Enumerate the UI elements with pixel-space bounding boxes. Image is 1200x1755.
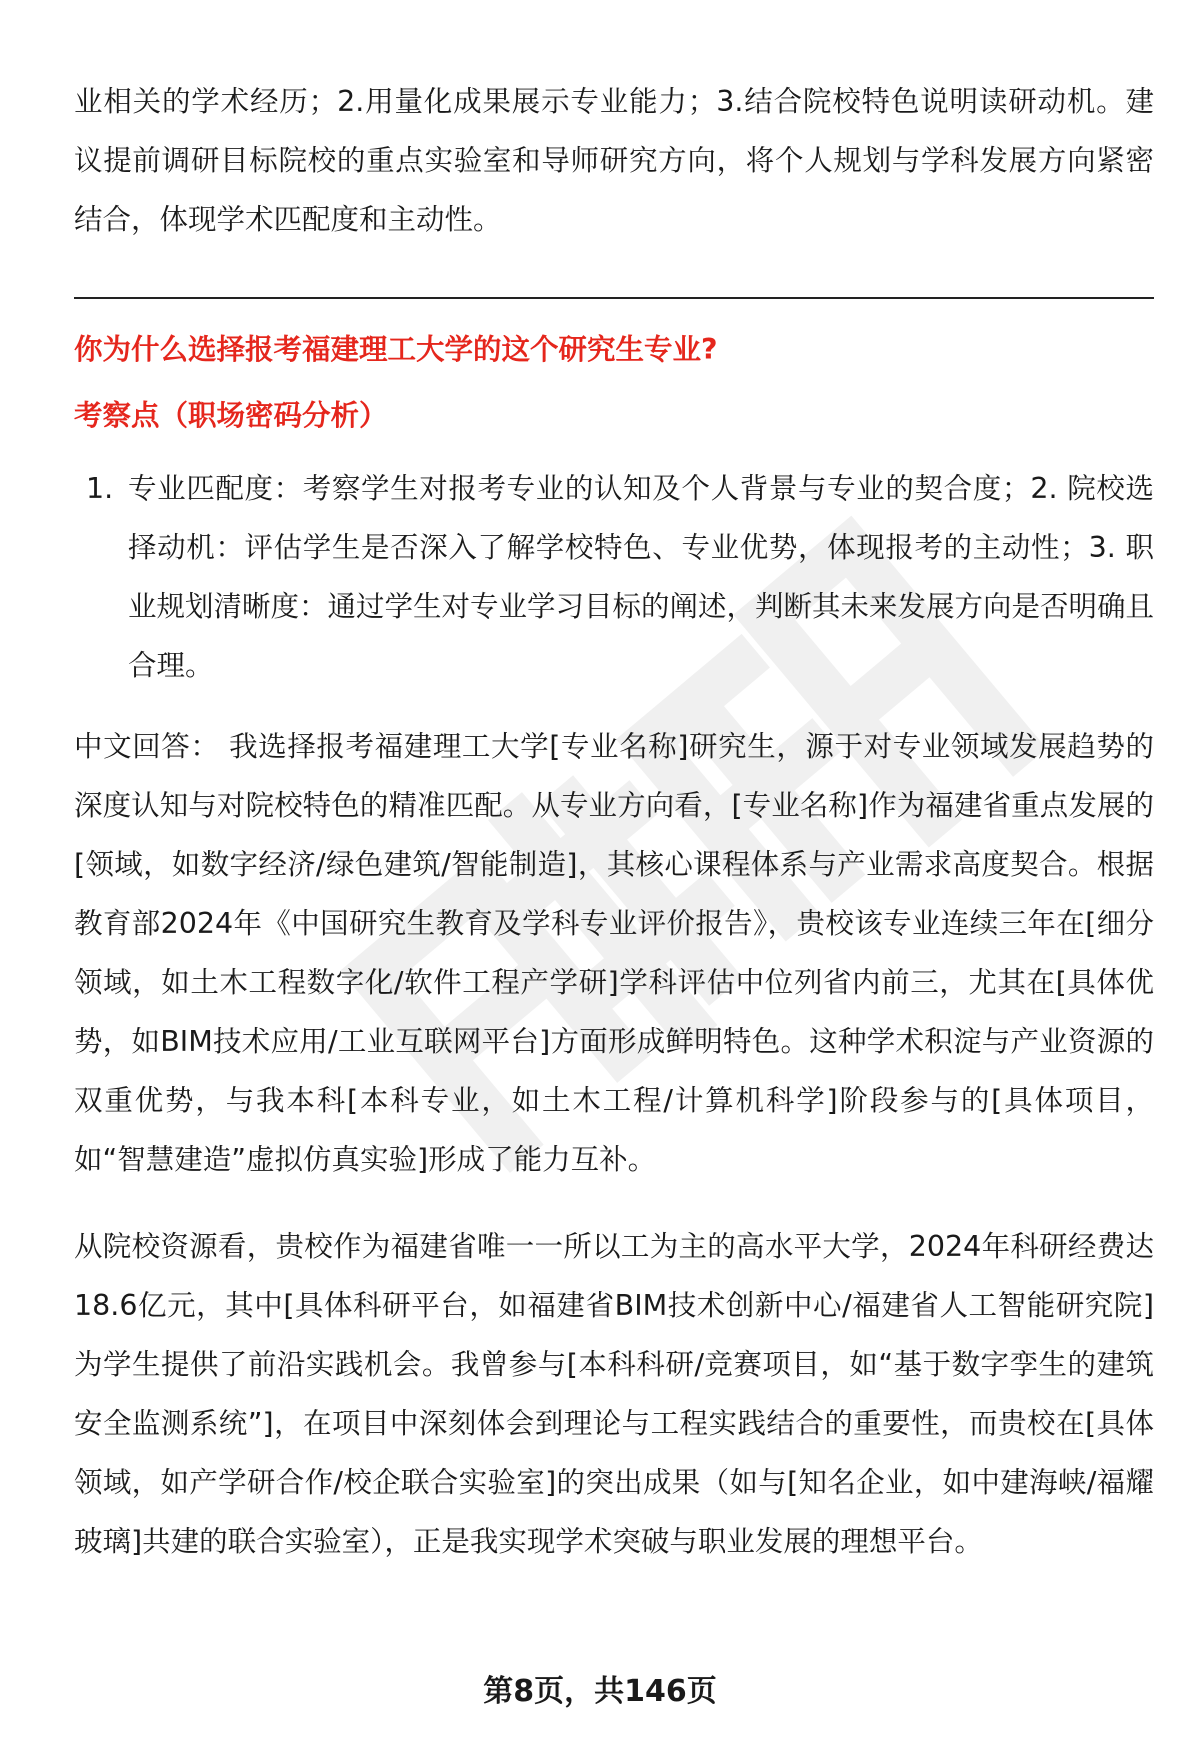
spacer xyxy=(74,1189,1154,1217)
answer-paragraph-1: 中文回答： 我选择报考福建理工大学[专业名称]研究生，源于对专业领域发展趋势的深度认知与对院校特色的精准匹配。从专业方向看，[专业名称]作为福建省重点发展的[领域，如数字经济/绿色建筑/智能制造]，其核心课程体系与产业需求高度契合。根据教育部2024年《中国研究生教育及学科专业评价报告》，贵校该专业连续三年在[细分领域，如土木工程数字化/软件工程产学研]学科评估中位列省内前三，尤其在[具体优势，如BIM技术应用/工业互联网平台]方面形成鲜明特色。这种学术积淀与产业资源的双重优势，与我本科[本科专业，如土木工程/计算机科学]阶段参与的[具体项目，如“智慧建造”虚拟仿真实验]形成了能力互补。 xyxy=(74,730,1154,1176)
list-item xyxy=(74,459,1154,695)
content-area xyxy=(74,72,1154,1571)
assessment-list xyxy=(74,459,1154,695)
answer-paragraph-2: 从院校资源看，贵校作为福建省唯一一所以工为主的高水平大学，2024年科研经费达18.6亿元，其中[具体科研平台，如福建省BIM技术创新中心/福建省人工智能研究院]为学生提供了前沿实践机会。我曾参与[本科科研/竞赛项目，如“基于数字孪生的建筑安全监测系统”]，在项目中深刻体会到理论与工程实践结合的重要性，而贵校在[具体领域，如产学研合作/校企联合实验室]的突出成果（如与[知名企业，如中建海峡/福耀玻璃]共建的联合实验室），正是我实现学术突破与职业发展的理想平台。 xyxy=(74,1230,1154,1558)
assessment-title: 考察点（职场密码分析） xyxy=(74,399,388,432)
list-item-number: 1. xyxy=(86,472,114,505)
page-number-footer: 第8页，共146页 xyxy=(483,1674,717,1709)
interview-question: 你为什么选择报考福建理工大学的这个研究生专业? xyxy=(74,333,718,366)
list-item-text: 专业匹配度：考察学生对报考专业的认知及个人背景与专业的契合度；2. 院校选择动机：评估学生是否深入了解学校特色、专业优势，体现报考的主动性；3. 职业规划清晰度：通过学生对专业学习目标的阐述，判断其未来发展方向是否明确且合理。 xyxy=(128,472,1155,682)
section-divider xyxy=(74,297,1154,299)
intro-paragraph: 业相关的学术经历；2.用量化成果展示专业能力；3.结合院校特色说明读研动机。建议提前调研目标院校的重点实验室和导师研究方向，将个人规划与学科发展方向紧密结合，体现学术匹配度和主动性。 xyxy=(74,85,1154,236)
spacer xyxy=(74,695,1154,717)
